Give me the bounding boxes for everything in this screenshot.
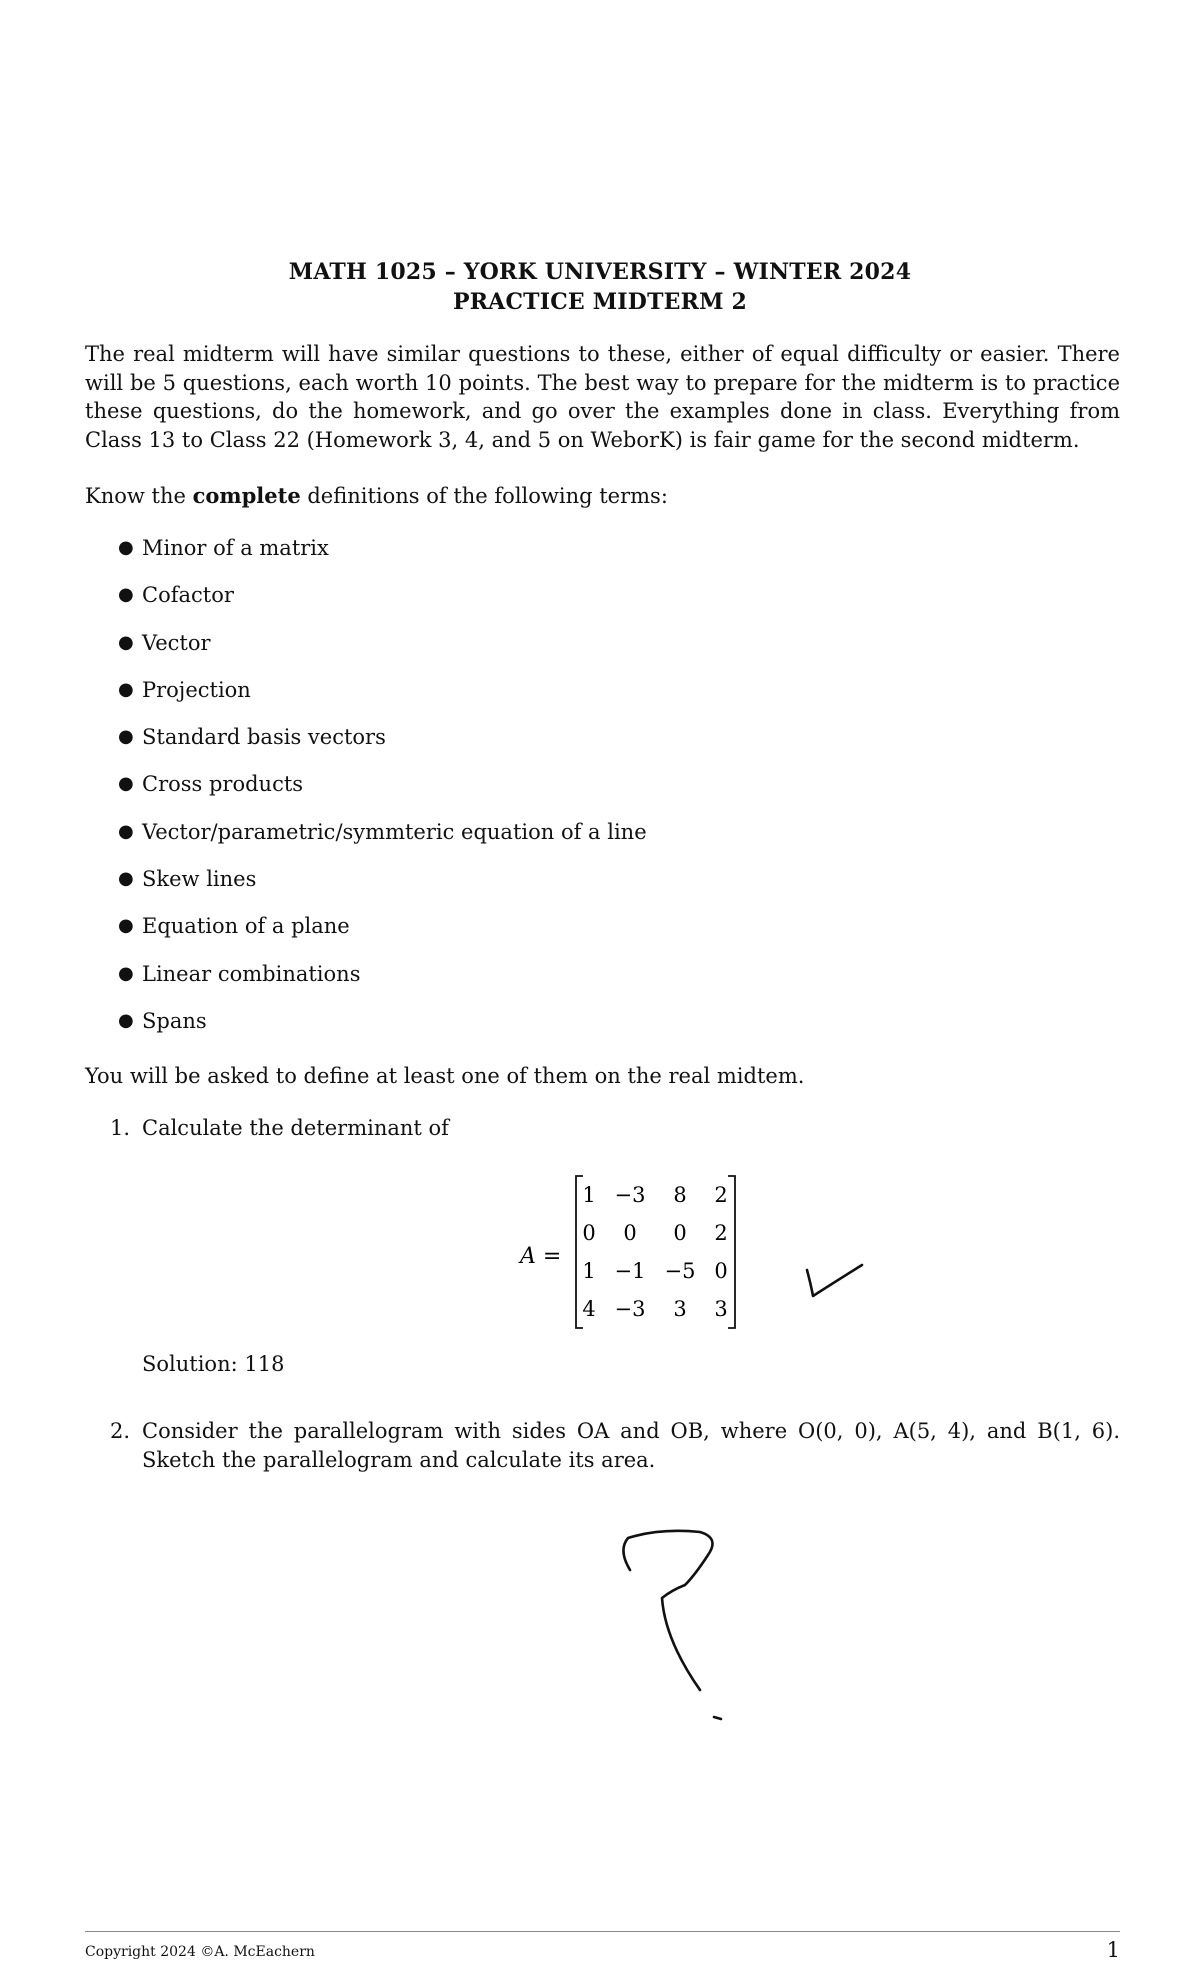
bullet-icon: ● xyxy=(118,726,134,748)
bullet-icon: ● xyxy=(118,962,134,984)
bullet-icon: ● xyxy=(118,773,134,795)
bullet-icon: ● xyxy=(118,868,134,890)
matrix-cell: 3 xyxy=(673,1297,687,1321)
matrix-label: A = xyxy=(520,1244,562,1269)
bullet-icon: ● xyxy=(118,1009,134,1031)
matrix-cell: 1 xyxy=(582,1183,596,1207)
know-text-bold: complete xyxy=(192,483,301,508)
matrix-cell: −3 xyxy=(614,1297,646,1321)
term-label: Standard basis vectors xyxy=(142,725,386,750)
footer-copyright: Copyright 2024 ©A. McEachern xyxy=(85,1944,315,1960)
bullet-icon: ● xyxy=(118,584,134,606)
term-label: Vector xyxy=(142,630,211,655)
bullet-icon: ● xyxy=(118,820,134,842)
matrix-cell: 4 xyxy=(582,1297,596,1321)
matrix-cell: 2 xyxy=(714,1183,728,1207)
matrix-cell: −3 xyxy=(614,1183,646,1207)
header-title-line: PRACTICE MIDTERM 2 xyxy=(452,289,748,315)
footer-divider xyxy=(85,1931,1120,1932)
term-label: Skew lines xyxy=(142,867,257,892)
know-text-before: Know the xyxy=(85,484,193,508)
bullet-icon: ● xyxy=(118,678,134,700)
question-text: Consider the parallelogram with sides OA and OB, where O(0, 0), A(5, 4), and B(1, 6). Sketch the parallelogram and calculate its area. xyxy=(142,1419,1120,1472)
bullet-icon: ● xyxy=(118,537,134,558)
question-text: Calculate the determinant of xyxy=(142,1116,449,1140)
question-mark-icon xyxy=(623,1531,712,1690)
matrix-cell: 0 xyxy=(714,1259,728,1283)
matrix-cell: 0 xyxy=(582,1221,596,1245)
term-label: Equation of a plane xyxy=(142,914,350,939)
term-label: Minor of a matrix xyxy=(142,536,329,560)
know-text-after: definitions of the following terms: xyxy=(300,484,668,508)
term-label: Vector/parametric/symmteric equation of a line xyxy=(142,819,647,844)
checkmark-icon xyxy=(807,1265,862,1296)
term-label: Projection xyxy=(142,677,251,702)
bullet-icon: ● xyxy=(118,915,134,937)
page-number: 1 xyxy=(1106,1938,1120,1962)
matrix-cell: −1 xyxy=(614,1259,646,1283)
term-label: Cross products xyxy=(142,772,304,797)
matrix-cell: 3 xyxy=(714,1297,728,1321)
term-label: Spans xyxy=(142,1008,207,1033)
matrix-cell: 0 xyxy=(673,1221,687,1245)
matrix-cell: 0 xyxy=(623,1221,637,1245)
header-course-line: MATH 1025 – YORK UNIVERSITY – WINTER 2024 xyxy=(288,259,912,285)
question-mark-dot-icon xyxy=(714,1717,721,1719)
intro-paragraph: The real midterm will have similar questions to these, either of equal difficulty or easier. There will be 5 questions, each worth 10 points. The best way to prepare for the midterm is to practice these questions, do the homework, and go over the examples done in class. Everything from Class 13 to Class 22 (Homework 3, 4, and 5 on WeborK) is fair game for the second midterm. xyxy=(85,342,1120,452)
matrix-cell: −5 xyxy=(664,1259,696,1283)
matrix-cell: 8 xyxy=(673,1183,687,1207)
bullet-icon: ● xyxy=(118,631,134,653)
solution-text: Solution: 118 xyxy=(142,1352,285,1376)
term-label: Linear combinations xyxy=(142,961,361,986)
define-note: You will be asked to define at least one of them on the real midtem. xyxy=(85,1064,805,1088)
matrix-cell: 1 xyxy=(582,1259,596,1283)
question-number: 2. xyxy=(110,1419,131,1443)
matrix-cell: 2 xyxy=(714,1221,728,1245)
question-number: 1. xyxy=(110,1116,131,1140)
term-label: Cofactor xyxy=(142,583,234,608)
